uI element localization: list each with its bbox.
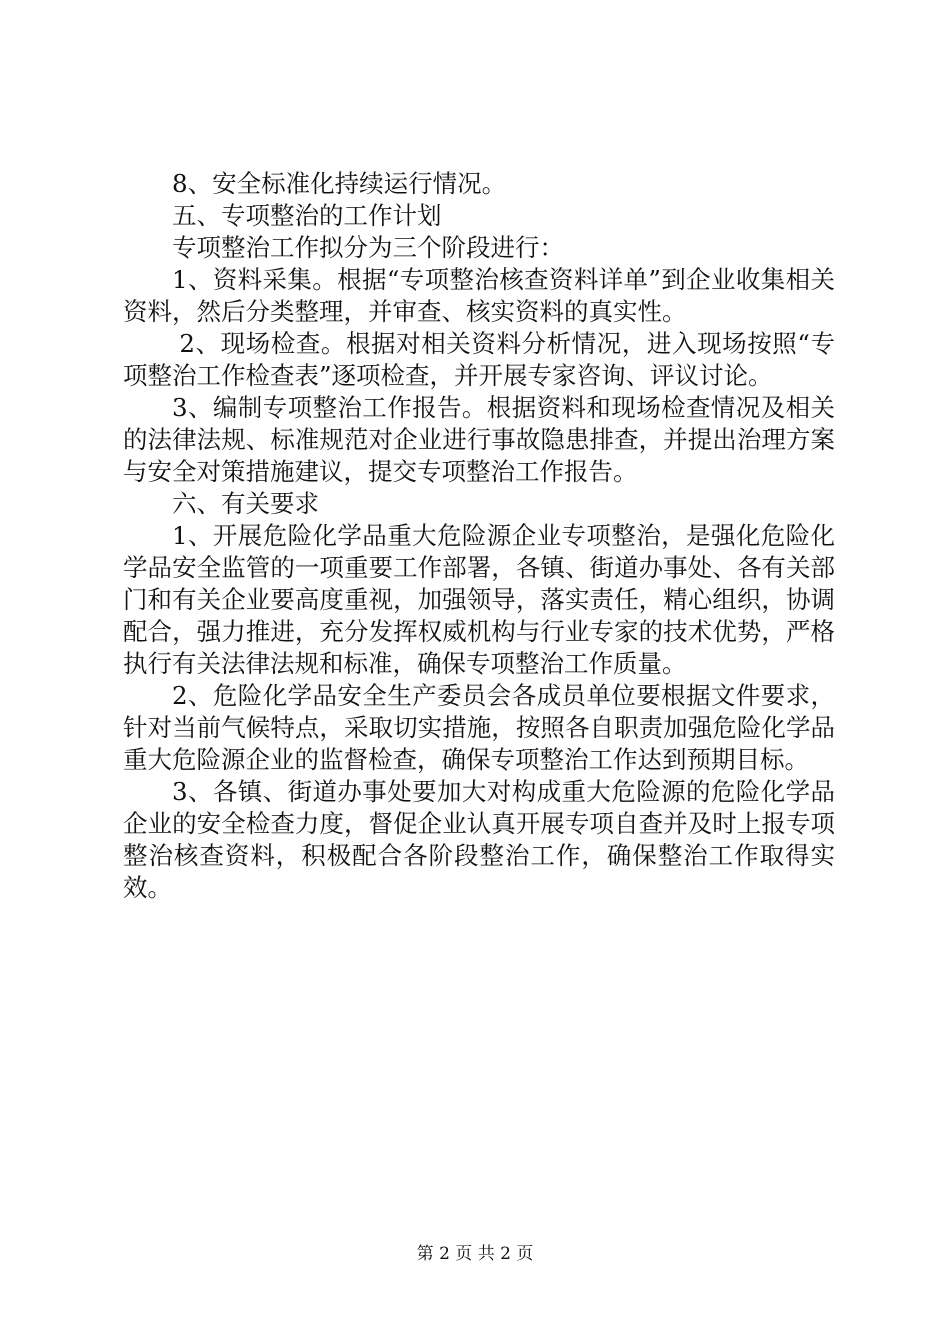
paragraph-requirement-3: 3、各镇、街道办事处要加大对构成重大危险源的危险化学品企业的安全检查力度，督促企业认真开展专项自查并及时上报专项整治核查资料，积极配合各阶段整治工作，确保整治工作取得实效。 <box>123 777 835 902</box>
paragraph-data-collection: 1、资料采集。根据“专项整治核查资料详单”到企业收集相关资料，然后分类整理，并审查、核实资料的真实性。 <box>123 265 835 326</box>
page-number: 第 2 页 共 2 页 <box>416 1244 534 1264</box>
paragraph-requirement-1: 1、开展危险化学品重大危险源企业专项整治，是强化危险化学品安全监管的一项重要工作部署，各镇、街道办事处、各有关部门和有关企业要高度重视，加强领导，落实责任，精心组织，协调配合，强力推进，充分发挥权威机构与行业专家的技术优势，严格执行有关法律法规和标准，确保专项整治工作质量。 <box>123 521 835 678</box>
page-footer <box>0 1243 950 1265</box>
paragraph-report-compilation: 3、编制专项整治工作报告。根据资料和现场检查情况及相关的法律法规、标准规范对企业进行事故隐患排查，并提出治理方案与安全对策措施建议，提交专项整治工作报告。 <box>123 393 835 486</box>
paragraph-item-8: 8、安全标准化持续运行情况。 <box>172 169 507 198</box>
section-heading-work-plan: 五、专项整治的工作计划 <box>172 201 442 230</box>
section-heading-requirements: 六、有关要求 <box>172 489 319 518</box>
paragraph-work-plan-intro: 专项整治工作拟分为三个阶段进行： <box>172 233 564 262</box>
paragraph-site-inspection: 2、现场检查。根据对相关资料分析情况，进入现场按照“专项整治工作检查表”逐项检查，并开展专家咨询、评议讨论。 <box>123 329 835 390</box>
document-body <box>123 168 835 904</box>
paragraph-requirement-2: 2、危险化学品安全生产委员会各成员单位要根据文件要求，针对当前气候特点，采取切实措施，按照各自职责加强危险化学品重大危险源企业的监督检查，确保专项整治工作达到预期目标。 <box>123 681 835 774</box>
